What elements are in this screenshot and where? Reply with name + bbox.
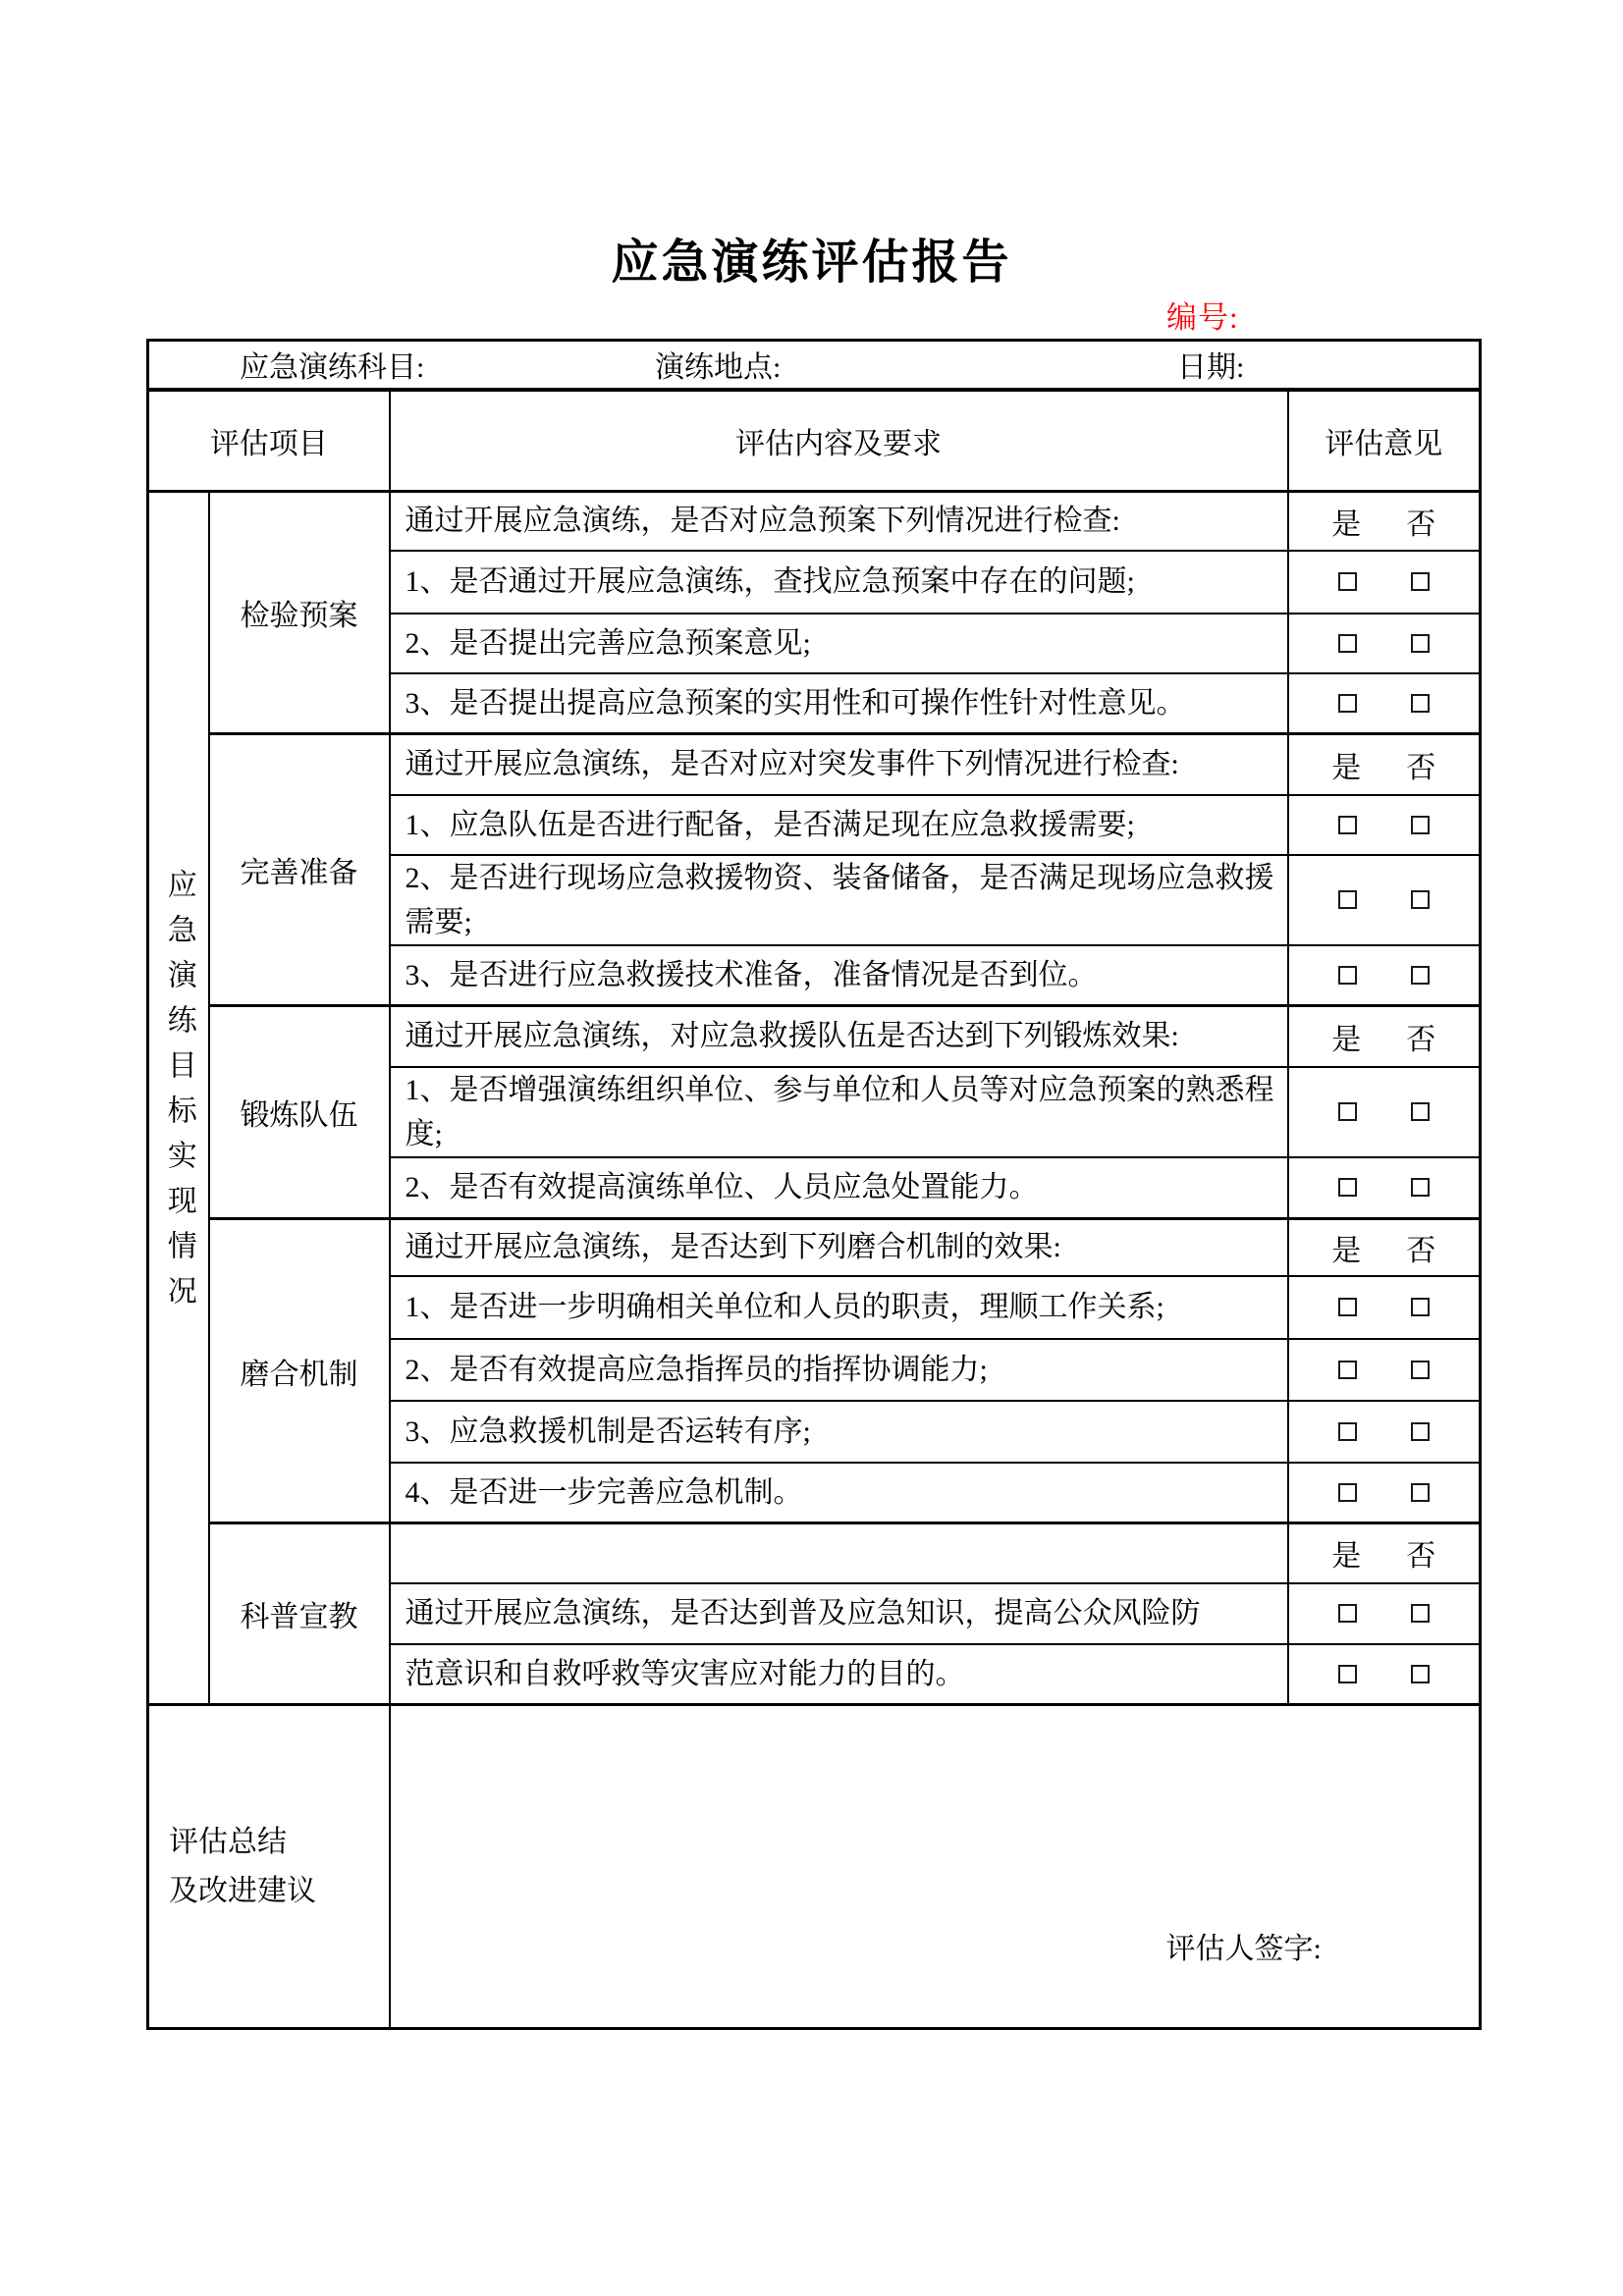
section-name-jianyan-yuan: 检验预案 (209, 492, 390, 734)
no-checkbox[interactable] (1411, 890, 1430, 909)
info-row-cell (148, 341, 1481, 390)
criterion-text: 2、是否有效提高演练单位、人员应急处置能力。 (390, 1157, 1288, 1219)
no-label: 否 (1406, 751, 1436, 784)
yes-checkbox[interactable] (1338, 1422, 1357, 1441)
criterion-text: 4、是否进一步完善应急机制。 (390, 1463, 1288, 1523)
no-checkbox[interactable] (1411, 634, 1430, 653)
no-checkbox[interactable] (1411, 1102, 1430, 1121)
no-label: 否 (1406, 507, 1436, 541)
opinion-cell (1288, 614, 1481, 673)
yes-checkbox[interactable] (1338, 1483, 1357, 1502)
side-vertical-label-cell (148, 492, 209, 1705)
summary-label-line2: 及改进建议 (169, 1874, 316, 1907)
opinion-cell (1288, 673, 1481, 734)
opinion-cell (1288, 1067, 1481, 1157)
subject-label: 应急演练科目: (240, 351, 425, 385)
summary-label-line1: 评估总结 (169, 1825, 287, 1858)
opinion-cell (1288, 1157, 1481, 1219)
no-label: 否 (1406, 1234, 1436, 1267)
criterion-text: 通过开展应急演练，对应急救援队伍是否达到下列锻炼效果: (390, 1006, 1288, 1067)
criterion-text: 通过开展应急演练，是否对应急预案下列情况进行检查: (390, 492, 1288, 551)
code-label: 编号: (1166, 300, 1239, 335)
table-row (148, 1219, 1481, 1276)
opinion-cell (1288, 795, 1481, 855)
no-checkbox[interactable] (1411, 816, 1430, 834)
no-checkbox[interactable] (1411, 572, 1430, 591)
yes-label: 是 (1331, 507, 1362, 541)
criterion-text: 3、是否进行应急救援技术准备，准备情况是否到位。 (390, 945, 1288, 1006)
no-checkbox[interactable] (1411, 1665, 1430, 1683)
no-checkbox[interactable] (1411, 966, 1430, 985)
yes-checkbox[interactable] (1338, 572, 1357, 591)
location-label: 演练地点: (655, 351, 782, 385)
opinion-cell (1288, 1401, 1481, 1463)
opinion-cell (1288, 551, 1481, 614)
opinion-cell (1288, 1276, 1481, 1339)
header-opinion-column: 评估意见 (1288, 390, 1481, 492)
yes-checkbox[interactable] (1338, 816, 1357, 834)
criterion-text: 3、应急救援机制是否运转有序; (390, 1401, 1288, 1463)
yes-checkbox[interactable] (1338, 966, 1357, 985)
no-label: 否 (1406, 1540, 1436, 1574)
opinion-cell (1288, 945, 1481, 1006)
opinion-cell (1288, 1463, 1481, 1523)
summary-label-cell (148, 1705, 390, 2029)
no-checkbox[interactable] (1411, 1298, 1430, 1316)
no-checkbox[interactable] (1411, 1422, 1430, 1441)
yes-checkbox[interactable] (1338, 1178, 1357, 1197)
yes-checkbox[interactable] (1338, 1604, 1357, 1623)
section-name-mohe-jizhi: 磨合机制 (209, 1219, 390, 1523)
assessor-signature-label: 评估人签字: (1165, 1933, 1322, 1965)
no-checkbox[interactable] (1411, 1361, 1430, 1379)
header-content-column: 评估内容及要求 (390, 390, 1288, 492)
yes-label: 是 (1331, 1234, 1362, 1267)
criterion-text: 范意识和自救呼救等灾害应对能力的目的。 (390, 1644, 1288, 1705)
no-label: 否 (1406, 1023, 1436, 1056)
side-label: 应急演练目标实现情况 (162, 868, 195, 1320)
yes-checkbox[interactable] (1338, 634, 1357, 653)
criterion-text: 1、应急队伍是否进行配备，是否满足现在应急救援需要; (390, 795, 1288, 855)
column-header-row (148, 390, 1481, 492)
opinion-cell (1288, 1523, 1481, 1583)
yes-label: 是 (1331, 1023, 1362, 1056)
table-row (148, 1523, 1481, 1583)
no-checkbox[interactable] (1411, 1178, 1430, 1197)
yes-label: 是 (1331, 751, 1362, 784)
info-row (148, 341, 1481, 390)
opinion-cell (1288, 492, 1481, 551)
criterion-text: 3、是否提出提高应急预案的实用性和可操作性针对性意见。 (390, 673, 1288, 734)
criterion-text (390, 1523, 1288, 1583)
opinion-cell (1288, 1006, 1481, 1067)
table-row (148, 734, 1481, 795)
date-label: 日期: (1177, 351, 1245, 385)
summary-row (148, 1705, 1481, 2029)
summary-body-cell[interactable] (390, 1705, 1481, 2029)
opinion-cell (1288, 1583, 1481, 1644)
section-name-kepu-xuanjiao: 科普宣教 (209, 1523, 390, 1705)
section-name-wanshan-zhunbei: 完善准备 (209, 734, 390, 1006)
page-title: 应急演练评估报告 (611, 237, 1012, 289)
criterion-text: 通过开展应急演练，是否对应对突发事件下列情况进行检查: (390, 734, 1288, 795)
criterion-text: 通过开展应急演练，是否达到普及应急知识，提高公众风险防 (390, 1583, 1288, 1644)
opinion-cell (1288, 1644, 1481, 1705)
criterion-text: 1、是否进一步明确相关单位和人员的职责，理顺工作关系; (390, 1276, 1288, 1339)
evaluation-form-table (146, 339, 1482, 2030)
no-checkbox[interactable] (1411, 694, 1430, 713)
yes-checkbox[interactable] (1338, 1665, 1357, 1683)
criterion-text: 通过开展应急演练，是否达到下列磨合机制的效果: (390, 1219, 1288, 1276)
yes-checkbox[interactable] (1338, 694, 1357, 713)
no-checkbox[interactable] (1411, 1604, 1430, 1623)
yes-checkbox[interactable] (1338, 1298, 1357, 1316)
opinion-cell (1288, 734, 1481, 795)
yes-checkbox[interactable] (1338, 890, 1357, 909)
criterion-text: 2、是否提出完善应急预案意见; (390, 614, 1288, 673)
criterion-text: 1、是否通过开展应急演练，查找应急预案中存在的问题; (390, 551, 1288, 614)
yes-checkbox[interactable] (1338, 1361, 1357, 1379)
criterion-text: 1、是否增强演练组织单位、参与单位和人员等对应急预案的熟悉程度; (390, 1067, 1288, 1157)
yes-label: 是 (1331, 1540, 1362, 1574)
criterion-text: 2、是否进行现场应急救援物资、装备储备，是否满足现场应急救援需要; (390, 855, 1288, 945)
table-row (148, 492, 1481, 551)
opinion-cell (1288, 1339, 1481, 1401)
header-item-column: 评估项目 (148, 390, 390, 492)
no-checkbox[interactable] (1411, 1483, 1430, 1502)
yes-checkbox[interactable] (1338, 1102, 1357, 1121)
opinion-cell (1288, 855, 1481, 945)
opinion-cell (1288, 1219, 1481, 1276)
table-row (148, 1006, 1481, 1067)
criterion-text: 2、是否有效提高应急指挥员的指挥协调能力; (390, 1339, 1288, 1401)
section-name-duanlian-duiwu: 锻炼队伍 (209, 1006, 390, 1219)
